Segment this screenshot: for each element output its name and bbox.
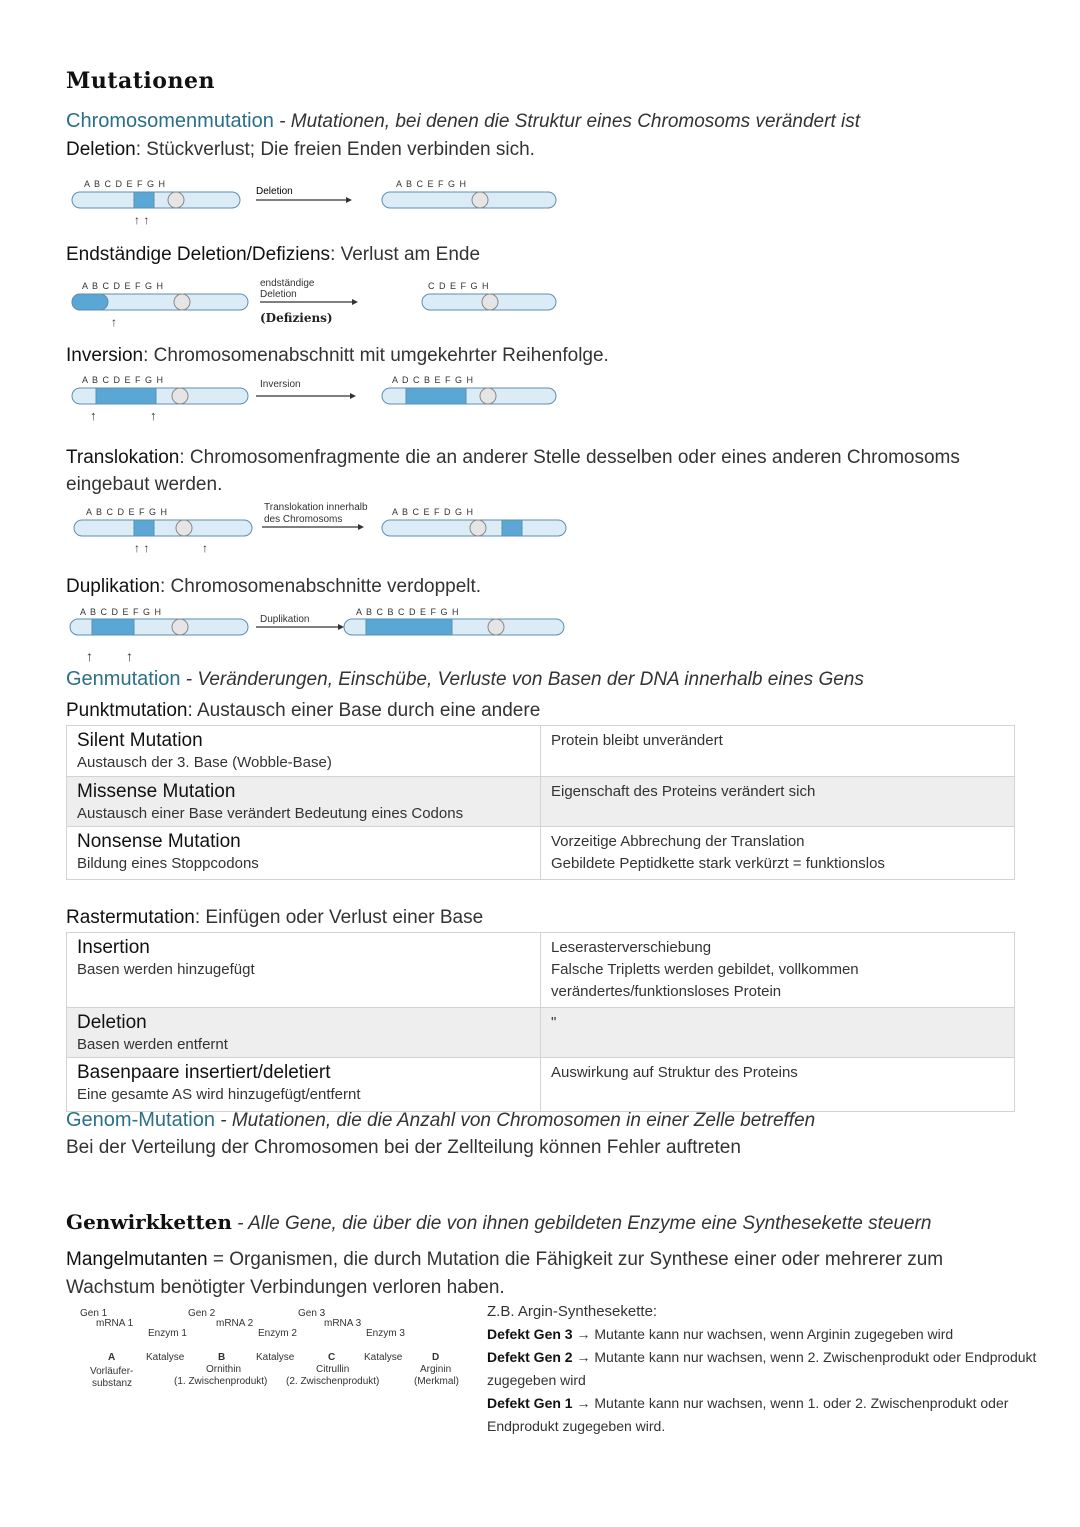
synthesekette-diagram — [76, 1302, 476, 1402]
table-row: Nonsense Mutation Bildung eines Stoppcodons Vorzeitige Abbrechung der Translation Gebildete Peptidkette stark verkürzt = funktionslos — [67, 827, 1015, 880]
example-title: Z.B. Argin-Synthesekette: — [487, 1303, 658, 1320]
translokation-definition: Translokation: Chromosomenfragmente die an anderer Stelle desselben oder eines anderen Chromosoms eingebaut werden. — [66, 447, 960, 495]
chromosome-after — [382, 192, 556, 208]
table-row: Missense Mutation Austausch einer Base verändert Bedeutung eines Codons Eigenschaft des Proteins verändert sich — [67, 777, 1015, 827]
deletion-after-labels: A B C E F G H — [396, 179, 468, 189]
svg-text:C: C — [328, 1352, 336, 1363]
svg-text:Duplikation: Duplikation — [260, 614, 310, 625]
list-item: Defekt Gen 2 → Mutante kann nur wachsen, wenn 2. Zwischenprodukt oder Endprodukt — [487, 1349, 1037, 1365]
svg-text:B: B — [218, 1352, 226, 1363]
svg-text:A D C B E F G H: A D C B E F G H — [392, 375, 475, 385]
svg-text:Ornithin: Ornithin — [206, 1364, 242, 1375]
svg-text:A: A — [108, 1352, 116, 1363]
svg-text:↑: ↑ — [90, 408, 97, 423]
svg-text:↑ ↑: ↑ ↑ — [134, 213, 150, 227]
svg-text:↑: ↑ — [150, 408, 157, 423]
inversion-diagram — [66, 370, 566, 430]
svg-text:Katalyse: Katalyse — [364, 1352, 403, 1363]
list-item: Defekt Gen 1 → Mutante kann nur wachsen, wenn 1. oder 2. Zwischenprodukt oder — [487, 1395, 1009, 1411]
deletion-definition: Deletion: Stückverlust; Die freien Enden verbinden sich. — [66, 139, 535, 160]
svg-text:Katalyse: Katalyse — [146, 1352, 185, 1363]
svg-text:endständige: endständige — [260, 278, 315, 289]
genwirk-heading: Genwirkketten - Alle Gene, die über die von ihnen gebildeten Enzyme eine Synthesekette steuern — [66, 1210, 932, 1234]
genom-heading: Genom-Mutation - Mutationen, die die Anzahl von Chromosomen in einer Zelle betreffen — [66, 1109, 816, 1131]
svg-text:Gen 1: Gen 1 — [80, 1308, 108, 1319]
translokation-diagram — [66, 500, 586, 560]
svg-text:A B C D E F G H: A B C D E F G H — [86, 507, 169, 517]
svg-text:↑: ↑ — [111, 315, 117, 329]
svg-text:↑: ↑ — [126, 648, 133, 663]
svg-text:(Merkmal): (Merkmal) — [414, 1376, 459, 1387]
genom-text: Bei der Verteilung der Chromosomen bei der Zellteilung können Fehler auftreten — [66, 1137, 741, 1158]
deletion-before-labels: A B C D E F G H — [84, 179, 167, 189]
svg-text:mRNA 1: mRNA 1 — [96, 1318, 134, 1329]
svg-text:Katalyse: Katalyse — [256, 1352, 295, 1363]
svg-text:Enzym 3: Enzym 3 — [366, 1328, 405, 1339]
svg-text:des Chromosoms: des Chromosoms — [264, 514, 343, 525]
defect-list — [487, 1323, 1067, 1438]
genmutation-heading: Genmutation - Veränderungen, Einschübe, Verluste von Basen der DNA innerhalb eines Gens — [66, 668, 864, 690]
svg-text:Citrullin: Citrullin — [316, 1364, 350, 1375]
endstaendige-diagram — [66, 274, 566, 330]
svg-text:Enzym 2: Enzym 2 — [258, 1328, 297, 1339]
svg-text:↑ ↑: ↑ ↑ — [134, 541, 150, 555]
svg-text:C D E F G H: C D E F G H — [428, 281, 490, 291]
deletion-diagram — [66, 172, 566, 228]
duplikation-definition: Duplikation: Chromosomenabschnitte verdoppelt. — [66, 576, 482, 597]
table-row: Deletion Basen werden entfernt " — [67, 1008, 1015, 1058]
inversion-definition: Inversion: Chromosomenabschnitt mit umgekehrter Reihenfolge. — [66, 345, 609, 366]
svg-text:Enzym 1: Enzym 1 — [148, 1328, 187, 1339]
table-row: Silent Mutation Austausch der 3. Base (Wobble-Base) Protein bleibt unverändert — [67, 726, 1015, 777]
svg-text:(2. Zwischenprodukt): (2. Zwischenprodukt) — [286, 1376, 380, 1387]
duplikation-diagram — [66, 603, 586, 663]
svg-text:Deletion: Deletion — [260, 289, 297, 300]
svg-text:Gen 3: Gen 3 — [298, 1308, 326, 1319]
table-row: Insertion Basen werden hinzugefügt Leserasterverschiebung Falsche Tripletts werden gebildet, vollkommen verändertes/funktionsloses Protein — [67, 933, 1015, 1008]
list-item: Endprodukt zugegeben wird. — [487, 1418, 666, 1434]
svg-text:Translokation innerhalb: Translokation innerhalb — [264, 502, 368, 513]
svg-text:(1. Zwischenprodukt): (1. Zwischenprodukt) — [174, 1376, 268, 1387]
rastermutation-definition: Rastermutation: Einfügen oder Verlust einer Base — [66, 907, 484, 928]
svg-text:mRNA 3: mRNA 3 — [324, 1318, 362, 1329]
svg-text:(Defiziens): (Defiziens) — [260, 311, 333, 325]
svg-text:Inversion: Inversion — [260, 379, 301, 390]
list-item: zugegeben wird — [487, 1372, 586, 1388]
table-row: Basenpaare insertiert/deletiert Eine gesamte AS wird hinzugefügt/entfernt Auswirkung auf Struktur des Proteins — [67, 1058, 1015, 1112]
svg-text:↑: ↑ — [202, 541, 208, 555]
svg-text:Arginin: Arginin — [420, 1364, 452, 1375]
svg-text:A B C E F D G H: A B C E F D G H — [392, 507, 475, 517]
svg-text:A B C D E F G H: A B C D E F G H — [82, 375, 165, 385]
chromosome-before — [72, 192, 240, 208]
list-item: Defekt Gen 3 → Mutante kann nur wachsen, wenn Arginin zugegeben wird — [487, 1326, 954, 1342]
svg-text:D: D — [432, 1352, 440, 1363]
svg-text:A B C B C D E F G H: A B C B C D E F G H — [356, 607, 460, 617]
svg-text:substanz: substanz — [92, 1378, 133, 1389]
svg-text:A B C D E F G H: A B C D E F G H — [80, 607, 163, 617]
svg-text:A B C D E F G H: A B C D E F G H — [82, 281, 165, 291]
page-title: Mutationen — [66, 68, 215, 94]
mangelmutanten-definition: Mangelmutanten = Organismen, die durch Mutation die Fähigkeit zur Synthese einer oder mehrerer zum Wachstum benötigter Verbindungen verloren haben. — [66, 1249, 944, 1298]
punktmutation-definition: Punktmutation: Austausch einer Base durch eine andere — [66, 700, 541, 721]
svg-text:Vorläufer-: Vorläufer- — [90, 1366, 134, 1377]
punktmutation-table — [66, 725, 1015, 880]
svg-text:Gen 2: Gen 2 — [188, 1308, 216, 1319]
endstaendige-definition: Endständige Deletion/Defiziens: Verlust am Ende — [66, 244, 481, 265]
deletion-arrow-label: Deletion — [256, 186, 293, 197]
chromosomenmutation-heading: Chromosomenmutation - Mutationen, bei denen die Struktur eines Chromosoms verändert ist — [66, 110, 860, 132]
rastermutation-table — [66, 932, 1015, 1112]
svg-text:↑: ↑ — [86, 648, 93, 663]
svg-text:mRNA 2: mRNA 2 — [216, 1318, 254, 1329]
